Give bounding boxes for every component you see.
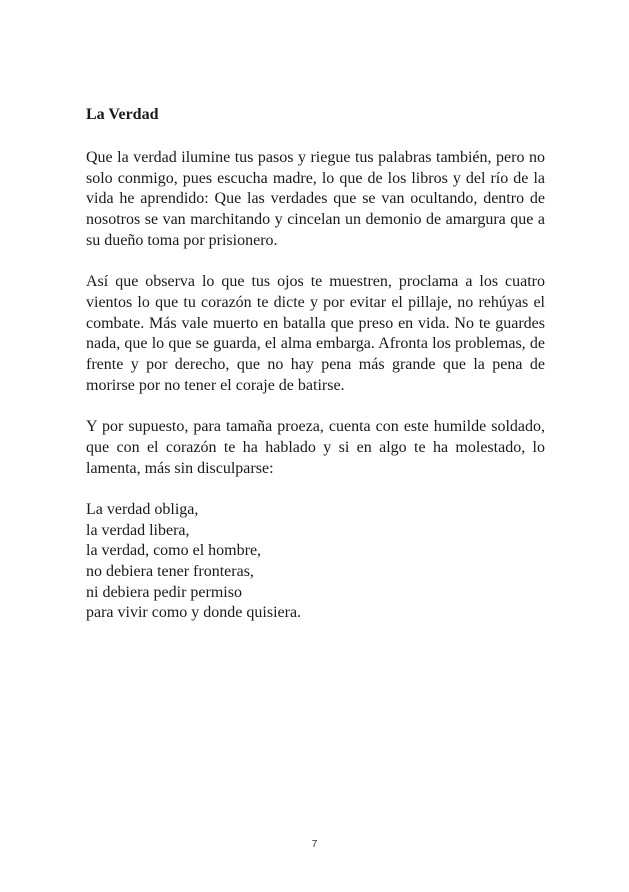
poem-line: la verdad, como el hombre,: [86, 542, 262, 560]
paragraph-1: Que la verdad ilumine tus pasos y riegue tus palabras también, pero no solo conmigo, pues escucha madre, lo que de los libros y del río de la vida he aprendido: Que las verdades que se van ocultando, dentro de nosotros se van marchitando y cincelan un demonio de amargura que a su dueño toma por prisionero.: [86, 149, 545, 249]
poem-line: no debiera tener fronteras,: [86, 563, 254, 581]
paragraph-2: Así que observa lo que tus ojos te muestren, proclama a los cuatro vientos lo que tu corazón te dicte y por evitar el pillaje, no rehúyas el combate. Más vale muerto en batalla que preso en vida. No te guardes nada, que lo que se guarda, el alma embarga. Afronta los problemas, de frente y por derecho, que no hay pena más grande que la pena de morirse por no tener el coraje de batirse.: [86, 273, 545, 394]
poem-line: para vivir como y donde quisiera.: [86, 604, 302, 622]
poem-line: la verdad libera,: [86, 521, 190, 539]
poem-line: La verdad obliga,: [86, 500, 199, 518]
paragraph-3: Y por supuesto, para tamaña proeza, cuenta con este humilde soldado, que con el corazón te ha hablado y si en algo te ha molestado, lo lamenta, más sin disculparse:: [86, 418, 545, 477]
page-content: [86, 104, 545, 624]
poem-stanza: [86, 500, 545, 624]
poem-line: ni debiera pedir permiso: [86, 583, 242, 601]
page-title: La Verdad: [86, 106, 159, 123]
page-number: 7: [311, 839, 318, 850]
